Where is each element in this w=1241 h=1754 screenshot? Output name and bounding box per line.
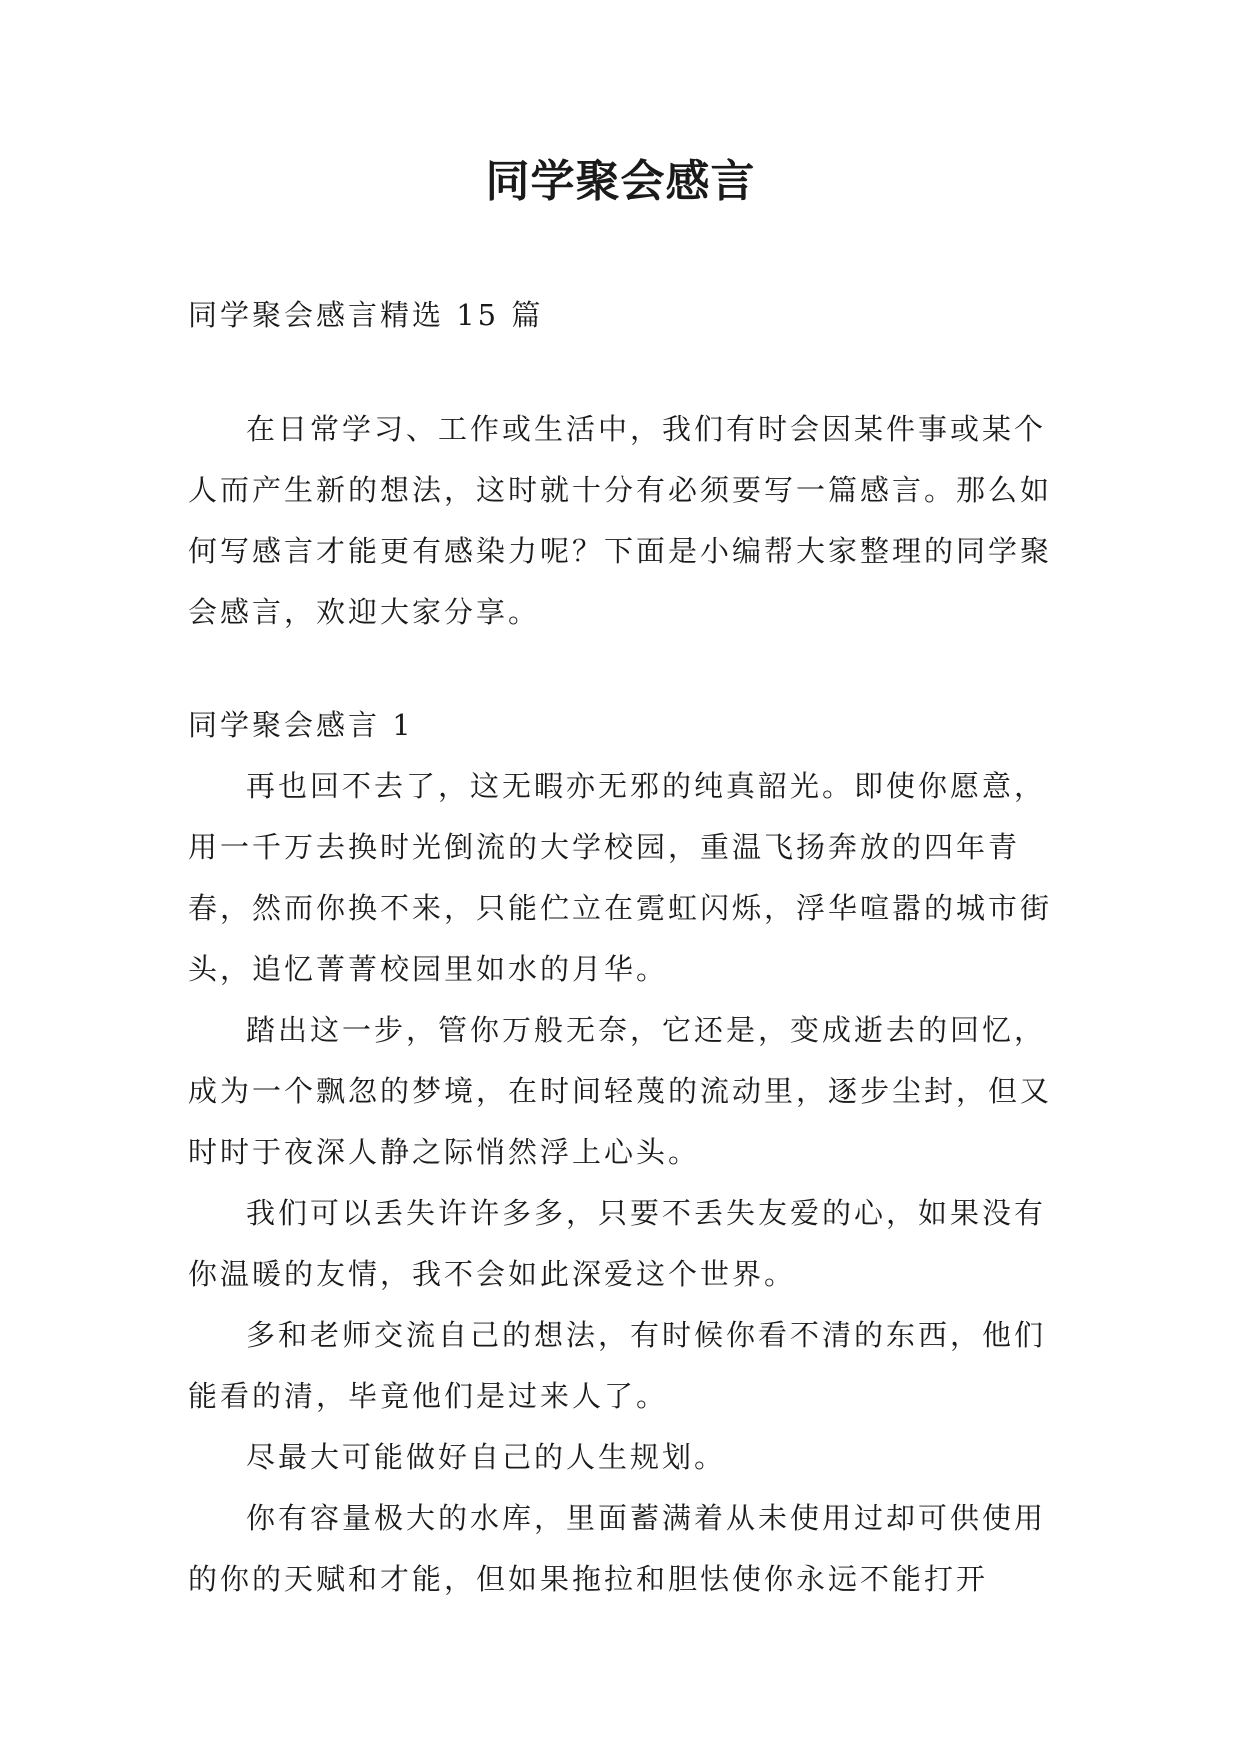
section-heading: 同学聚会感言 1: [188, 708, 414, 742]
document-subtitle: 同学聚会感言精选 15 篇: [188, 298, 544, 332]
section-1: [188, 695, 1054, 1610]
intro-paragraph: 在日常学习、工作或生活中，我们有时会因某件事或某个人而产生新的想法，这时就十分有必须要写一篇感言。那么如何写感言才能更有感染力呢？下面是小编帮大家整理的同学聚会感言，欢迎大家分享。: [188, 412, 1053, 629]
paragraph: 我们可以丢失许许多多，只要不丢失友爱的心，如果没有你温暖的友情，我不会如此深爱这个世界。: [188, 1196, 1047, 1291]
paragraph: 尽最大可能做好自己的人生规划。: [246, 1440, 727, 1474]
page-title: 同学聚会感言: [485, 156, 756, 207]
paragraph: 多和老师交流自己的想法，有时候你看不清的东西，他们能看的清，毕竟他们是过来人了。: [188, 1318, 1047, 1413]
paragraph: 你有容量极大的水库，里面蓄满着从未使用过却可供使用的你的天赋和才能，但如果拖拉和胆怯使你永远不能打开: [188, 1501, 1047, 1596]
paragraph: 踏出这一步，管你万般无奈，它还是，变成逝去的回忆，成为一个飘忽的梦境，在时间轻蔑的流动里，逐步尘封，但又时时于夜深人静之际悄然浮上心头。: [188, 1013, 1053, 1169]
paragraph: 再也回不去了，这无暇亦无邪的纯真韶光。即使你愿意，用一千万去换时光倒流的大学校园，重温飞扬奔放的四年青春，然而你换不来，只能伫立在霓虹闪烁，浮华喧嚣的城市街头，追忆菁菁校园里如水的月华。: [188, 769, 1053, 986]
